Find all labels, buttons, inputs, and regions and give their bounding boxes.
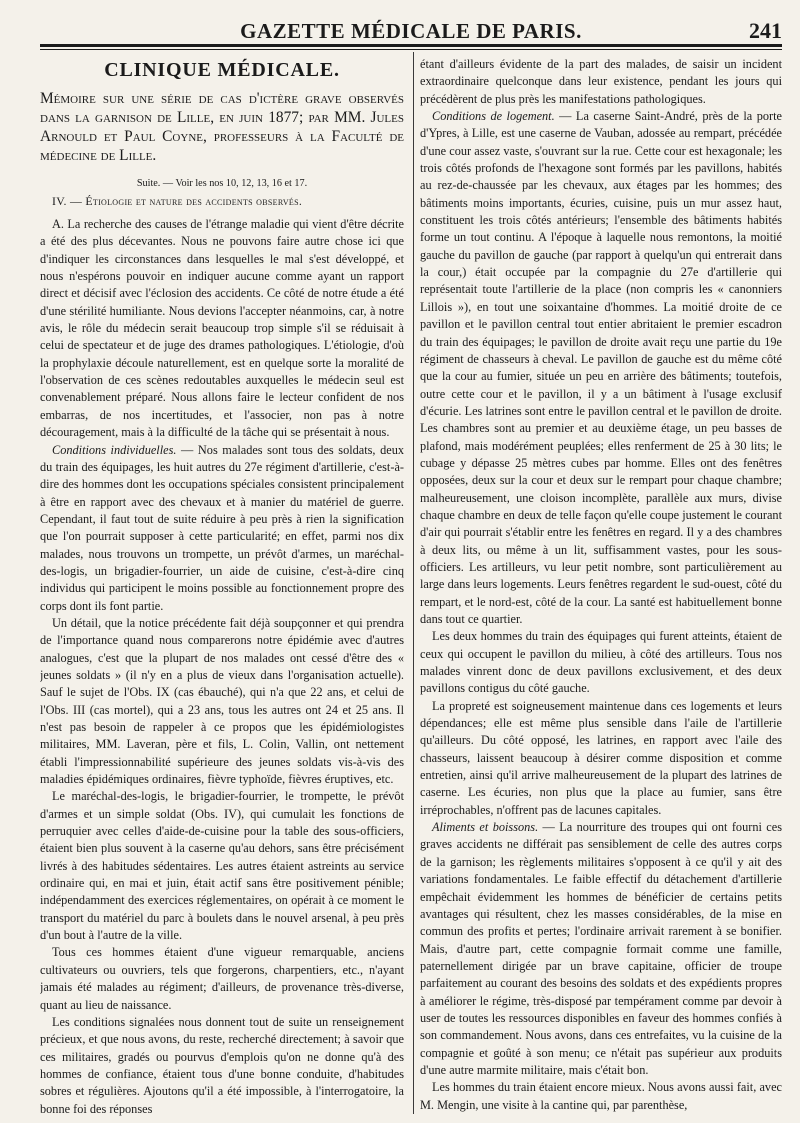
column-divider bbox=[413, 52, 414, 1114]
page-header bbox=[40, 18, 782, 44]
paragraph bbox=[420, 108, 782, 628]
right-column bbox=[420, 56, 782, 1116]
paragraph: Le maréchal-des-logis, le brigadier-fourrier, le trompette, le prévôt d'armes et un simple soldat (Obs. IV), qui cumulait les fonctions de perruquier avec celles d'aide-de-cuisine pour la table des sous-officiers, étaient bien plus souvent à la caserne qu'au dehors, sans être précisément livrés à des habitudes sédentaires. Les autres étaient astreints au service ordinaire qui, en mai et juin, était actif sans être positivement pénible; indépendamment des exercices réglementaires, on opérait à ce moment le transport du matériel du parc à boulets dans le nouvel arsenal, à peu près d'un bout à l'autre de la ville. bbox=[40, 789, 404, 943]
header-rule-thick bbox=[40, 44, 782, 47]
memoir-title: Mémoire sur une série de cas d'ictère grave observés dans la garnison de Lille, en juin 1877; par MM. Jules Arnould et Paul Coyne, professeurs à la Faculté de médecine de Lille. bbox=[40, 90, 404, 165]
paragraph: Tous ces hommes étaient d'une vigueur remarquable, anciens cultivateurs ou ouvriers, tels que forgerons, charpentiers, etc., n'ayant jamais été malades au régiment; d'ailleurs, de provenance très-diverse, quant au lieu de naissance. bbox=[40, 945, 404, 1012]
paragraph: étant d'ailleurs évidente de la part des malades, de saisir un incident extraordinaire quelconque dans leur existence, pendant les jours qui précédèrent de plus près les manifestations pathologiques. bbox=[420, 57, 782, 106]
paragraph: A. La recherche des causes de l'étrange maladie qui vient d'être décrite a été des plus décevantes. Nous ne pouvons faire autre chose ici que d'indiquer les circonstances dans lesquelles le mal s'est développé, et nous n'espérons pouvoir en indiquer aucune comme ayant un rapport direct et décisif avec l'éclosion des accidents. Ce côté de notre étude a été d'une stérilité humiliante. Nous devions l'accepter néanmoins, car, à notre avis, le rôle du médecin serait beaucoup trop simple s'il se réduisait à celui de spectateur et de juge des drames pathologiques. L'étiologie, d'où la prophylaxie découle naturellement, est en quelque sorte la moralité de l'observation de ces scènes redoutables auxquelles le médecin seul est convenablement préparé. Nous allons faire le lecteur confident de nos embarras, de nos incertitudes, et l'associer, non pas à notre découragement, mais à la difficulté de la tâche qui se présentait à nous. bbox=[40, 217, 404, 440]
chapter-title: IV. — Étiologie et nature des accidents observés. bbox=[52, 193, 303, 208]
subheading: Conditions individuelles. bbox=[52, 442, 177, 457]
paragraph bbox=[420, 819, 782, 1079]
subheading: Aliments et boissons. bbox=[432, 820, 539, 835]
paragraph: La propreté est soigneusement maintenue dans ces logements et leurs dépendances; elle est même plus sensible dans l'aile de l'artillerie qu'ailleurs. Du côté opposé, les latrines, en rapport avec l'aile des chasseurs, laissent beaucoup à désirer comme disposition et comme entretien, ainsi qu'il arrive malheureusement de la plupart des latrines de caserne. Les écuries, non plus que la place au fumier, sans être irréprochables, n'offrent pas de lacunes capitales. bbox=[420, 698, 782, 817]
suite-note: Suite. — Voir les nos 10, 12, 13, 16 et 17. bbox=[136, 178, 308, 190]
section-title: CLINIQUE MÉDICALE. bbox=[104, 59, 340, 81]
header-rule-thin bbox=[40, 49, 782, 50]
subheading: Conditions de logement. bbox=[432, 109, 555, 124]
journal-title: GAZETTE MÉDICALE DE PARIS. bbox=[240, 18, 582, 43]
paragraph-text: — La nourriture des troupes qui ont fourni ces graves accidents ne différait pas sensiblement de celle des autres corps de la garnison; les règlements militaires s'opposent à ce qu'il y ait des variations fondamentales. Le faible effectif du détachement d'artillerie empêchait évidemment les hommes de bénéficier de certains petits avantages qui résultent, chez les masses considérables, de la mise en commun des profits et pertes; l'ordinaire arrivait rarement à se bonifier. Mais, d'autre part, cette compagnie formait comme une famille, paternellement dirigée par un brave capitaine, officier de troupe parfaitement au courant des besoins des soldats et des expédients propres à améliorer le régime, très-disposé par tempérament comme par devoir à user de toutes les ressources disponibles en faveur des hommes confiés à son commandement. Nous avons, dans ces entrefaites, vu la cuisine de la compagnie et goûté à son menu; ce n'était pas supérieur aux produits d'une autre marmite militaire, mais c'était bon. bbox=[420, 820, 782, 1077]
left-column bbox=[40, 56, 404, 1116]
paragraph-text: — Nos malades sont tous des soldats, deux du train des équipages, les huit autres du 27e régiment d'artillerie, c'est-à-dire des hommes dont les occupations spéciales consistent principalement à être en rapport avec des chevaux et à manier du matériel de guerre. Cependant, il faut tout de suite réduire à peu près à rien la signification que l'on pourrait supposer à cette particularité; en effet, parmi nos dix malades, nous trouvons un trompette, un prévôt d'armes, un maréchal-des-logis, un brigadier-fourrier, un aide de cuisine, c'est-à-dire cinq individus qui participent le moins possible au fonctionnement propre des corps dont ils font partie. bbox=[40, 442, 404, 613]
page-number: 241 bbox=[749, 18, 782, 43]
paragraph bbox=[40, 442, 404, 615]
paragraph: Un détail, que la notice précédente fait déjà soupçonner et qui prendra de l'importance quand nous comparerons notre épidémie avec d'autres analogues, c'est que la plupart de nos malades ont cessé d'être des « jeunes soldats » (il n'y en a plus de vieux dans l'organisation actuelle). Sauf le sujet de l'Obs. IX (cas ébauché), qui n'a que 22 ans, et celui de l'Obs. III (cas mortel), qui a 23 ans, tous les autres ont 24 et 25 ans. Il n'est pas besoin de rappeler à ce propos que les épidémiologistes militaires, MM. Laveran, père et fils, L. Colin, Vallin, ont nettement établi l'impressionnabilité supérieure des jeunes soldats vis-à-vis des maladies épidémiques ordinaires, fièvre typhoïde, fièvres éruptives, etc. bbox=[40, 615, 404, 787]
paragraph: Les hommes du train étaient encore mieux. Nous avons aussi fait, avec M. Mengin, une visite à la cantine qui, par parenthèse, bbox=[420, 1080, 782, 1112]
paragraph: Les deux hommes du train des équipages qui furent atteints, étaient de ceux qui occupent le pavillon du milieu, à côté des artilleurs. Tous nos malades vinrent donc de deux pavillons exclusivement, et des deux pavillons contigus du côté gauche. bbox=[420, 629, 782, 696]
paragraph-text: — La caserne Saint-André, près de la porte d'Ypres, à Lille, est une caserne de Vauban, adossée au rempart, précédée d'une cour assez vaste, s'ouvrant sur la rue. Cette cour est hexagonale; les trois côtés profonds de l'hexagone sont formés par les pavillons, habités au rez-de-chaussée par les chevaux, aux étages par les hommes; des bâtiments moins importants, écuries, cuisine, puis un mur assez haut, constituent les trois côtés antérieurs; l'ensemble des bâtiments habités forme un tout continu. A l'époque à laquelle nous remontons, la moitié gauche du pavillon de gauche (par rapport à quelqu'un qui entrerait dans la cour,) était occupée par la compagnie du 27e d'artillerie qui représentait toute l'artillerie de la place (non compris les « canonniers Lillois »), en tout une soixantaine d'hommes. La moitié droite de ce pavillon et le pavillon central tout entier abritaient le premier escadron du train des équipages; le pavillon de droite avait reçu une partie du 19e régiment de chasseurs à cheval. Le pavillon de gauche est du même côté que la cour au fumier, située un peu en arrière des bâtiments; toutefois, outre cette cour et le pavillon, il y a un bâtiment à l'usage exclusif d'écurie. Les latrines sont entre le pavillon central et le pavillon de droite. Les chambres sont au premier et au deuxième étage, un peu basses de plafond, mais modérément peuplées; elles renferment de 25 à 30 lits; le cubage y dépasse 25 mètres cubes par homme. Elles ont des fenêtres opposées, deux sur la cour et deux sur le rempart pour chaque chambre; malheureusement, une cloison incomplète, parallèle aux murs, divise chaque chambre en deux de telle façon qu'elle coupe justement le courant d'air qui pourrait s'établir entre les fenêtres en regard. Il y a des chambres à deux lits, ou même à un lit, suffisamment vastes, pour les sous-officiers. Les artilleurs, vu leur petit nombre, sont particulièrement au large dans leurs logements. Leurs fenêtres regardent le sud-ouest, côté du rempart, et le nord-est, côté de la cour. La santé est habituellement bonne dans tout ce quartier. bbox=[420, 109, 782, 626]
paragraph: Les conditions signalées nous donnent tout de suite un renseignement précieux, et que nous avons, du reste, recherché directement; à savoir que ces militaires, gradés ou pourvus d'emplois qu'on ne donne qu'à des hommes de confiance, étaient tous d'une bonne conduite, d'habitudes sobres et régulières. Ajoutons qu'il a été impossible, à l'interrogatoire, la bonne foi des réponses bbox=[40, 1014, 404, 1116]
